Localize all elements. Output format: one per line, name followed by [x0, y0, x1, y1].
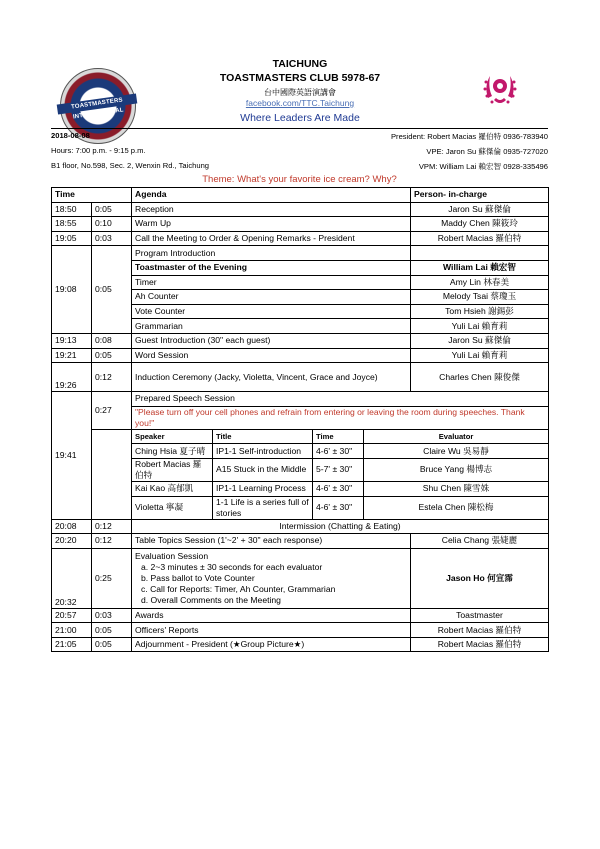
row-time: 20:57: [52, 608, 92, 623]
row-person: Jaron Su 蘇傑倫: [411, 333, 549, 348]
table-row: [52, 363, 549, 392]
col-speaker: Speaker: [132, 429, 213, 444]
row-duration: 0:05: [92, 637, 132, 652]
intro-time: 19:08: [52, 246, 92, 334]
header-agenda: Agenda: [132, 188, 411, 203]
speaker-header-row: [52, 429, 549, 444]
table-row: [52, 231, 549, 246]
speech-time-cell: 4-6' ± 30": [313, 496, 364, 519]
president-info: President: Robert Macias 羅伯特 0936-783940: [390, 132, 548, 141]
row-person: Yuli Lai 賴育莉: [411, 319, 549, 334]
row-person: Celia Chang 張婕麗: [411, 534, 549, 549]
row-person: Maddy Chen 陳筱玲: [411, 217, 549, 232]
speech-title-cell: 1-1 Life is a series full of stories: [213, 496, 313, 519]
logo-band: TOASTMASTERS INTERNATIONAL: [57, 93, 138, 114]
row-duration: 0:05: [92, 348, 132, 363]
row-agenda: Table Topics Session (1'~2' + 30" each response): [132, 534, 411, 549]
header-city: TAICHUNG: [272, 58, 328, 70]
speaker-name: Violetta 寧凝: [132, 496, 213, 519]
speech-spacer: [92, 429, 132, 519]
row-duration: 0:12: [92, 519, 132, 534]
eval-line: a. 2~3 minutes ± 30 seconds for each evaluator: [141, 561, 323, 572]
eval-duration: 0:25: [92, 548, 132, 608]
row-person: Robert Macias 羅伯特: [411, 637, 549, 652]
row-duration: 0:10: [92, 217, 132, 232]
facebook-link[interactable]: facebook.com/TTC.Taichung: [245, 98, 355, 108]
table-row: [52, 548, 549, 608]
meeting-hours: Hours: 7:00 p.m. - 9:15 p.m.: [51, 146, 146, 155]
row-agenda: Adjournment - President (★Group Picture★): [132, 637, 411, 652]
table-row: [52, 534, 549, 549]
row-person: Jaron Su 蘇傑倫: [411, 202, 549, 217]
row-time: 19:13: [52, 333, 92, 348]
agenda-table: [51, 187, 549, 652]
row-person: Robert Macias 羅伯特: [411, 231, 549, 246]
col-evaluator-spacer: [364, 429, 549, 444]
row-time: 19:21: [52, 348, 92, 363]
speech-title-cell: A15 Stuck in the Middle: [213, 458, 313, 481]
row-agenda: Induction Ceremony (Jacky, Violetta, Vincent, Grace and Joyce): [132, 363, 411, 392]
speech-time-cell: 4-6' ± 30": [313, 481, 364, 496]
motto: Where Leaders Are Made: [240, 112, 360, 124]
row-time: 20:08: [52, 519, 92, 534]
row-person: Amy Lin 林春美: [411, 275, 549, 290]
row-duration: 0:03: [92, 231, 132, 246]
speech-notice: "Please turn off your cell phones and refrain from entering or leaving the room during speeches. Thank you!": [132, 406, 549, 429]
speaker-name: Kai Kao 高郁凱: [132, 481, 213, 496]
rose-logo-icon: [478, 66, 522, 110]
table-row: [52, 202, 549, 217]
col-time: Time: [313, 429, 364, 444]
table-row: [52, 623, 549, 638]
table-row: [52, 348, 549, 363]
row-agenda: Program Introduction: [132, 246, 411, 261]
vpe-info: VPE: Jaron Su 蘇傑倫 0935-727020: [426, 147, 548, 156]
row-person: William Lai 賴宏智: [411, 260, 549, 275]
row-time: 18:50: [52, 202, 92, 217]
eval-agenda: [132, 548, 411, 608]
row-time: 20:20: [52, 534, 92, 549]
row-agenda: Call the Meeting to Order & Opening Remarks - President: [132, 231, 411, 246]
row-duration: 0:05: [92, 202, 132, 217]
row-duration: 0:08: [92, 333, 132, 348]
row-duration: 0:05: [92, 623, 132, 638]
row-agenda: Vote Counter: [132, 304, 411, 319]
row-agenda: Word Session: [132, 348, 411, 363]
row-agenda: Officers' Reports: [132, 623, 411, 638]
row-person: Melody Tsai 蔡瓊玉: [411, 290, 549, 305]
row-duration: 0:03: [92, 608, 132, 623]
row-person: Charles Chen 陳俊傑: [411, 363, 549, 392]
speech-time-cell: 4-6' ± 30": [313, 444, 364, 459]
row-time: 19:26: [52, 363, 92, 392]
evaluator-name: Estela Chen 陳松梅: [364, 496, 549, 519]
table-header-row: [52, 188, 549, 203]
table-row: [52, 637, 549, 652]
row-person: Toastmaster: [411, 608, 549, 623]
row-person: Yuli Lai 賴育莉: [411, 348, 549, 363]
row-person: Tom Hsieh 謝錫彭: [411, 304, 549, 319]
evaluator-name: Shu Chen 陳雪姝: [364, 481, 549, 496]
meeting-theme: Theme: What's your favorite ice cream? Why?: [202, 174, 397, 185]
row-agenda: Grammarian: [132, 319, 411, 334]
table-row: [52, 519, 549, 534]
row-time: 21:05: [52, 637, 92, 652]
row-time: 19:05: [52, 231, 92, 246]
header-club: TOASTMASTERS CLUB 5978-67: [219, 72, 381, 84]
speech-title: Prepared Speech Session: [132, 392, 549, 407]
row-agenda: Awards: [132, 608, 411, 623]
row-agenda: Ah Counter: [132, 290, 411, 305]
eval-line: c. Call for Reports: Timer, Ah Counter, Grammarian: [141, 583, 336, 594]
table-row: [52, 217, 549, 232]
table-row: [52, 392, 549, 407]
vpm-info: VPM: William Lai 賴宏智 0928-335496: [418, 162, 548, 171]
row-duration: 0:12: [92, 363, 132, 392]
header-chinese-name: 台中國際英語演講會: [264, 88, 336, 97]
row-agenda: Timer: [132, 275, 411, 290]
col-evaluator: Evaluator: [438, 432, 474, 442]
row-agenda: Reception: [132, 202, 411, 217]
speech-time-cell: 5-7' ± 30": [313, 458, 364, 481]
row-time: 18:55: [52, 217, 92, 232]
eval-line: d. Overall Comments on the Meeting: [141, 594, 281, 605]
row-person: Robert Macias 羅伯特: [411, 623, 549, 638]
header-time: Time: [52, 188, 132, 203]
header-divider: [51, 128, 548, 129]
row-agenda: Warm Up: [132, 217, 411, 232]
row-person: [411, 246, 549, 261]
row-agenda: Toastmaster of the Evening: [132, 260, 411, 275]
eval-line: b. Pass ballot to Vote Counter: [141, 572, 255, 583]
header-person: Person- in-charge: [411, 188, 549, 203]
meeting-address: B1 floor, No.598, Sec. 2, Wenxin Rd., Taichung: [51, 161, 210, 170]
evaluator-name: Claire Wu 吳易靜: [364, 444, 549, 459]
speech-title-cell: IP1-1 Self-introduction: [213, 444, 313, 459]
col-title: Title: [213, 429, 313, 444]
eval-time: 20:32: [52, 548, 92, 608]
table-row: [52, 333, 549, 348]
intro-duration: 0:05: [92, 246, 132, 334]
speech-title-cell: IP1-1 Learning Process: [213, 481, 313, 496]
speaker-name: Ching Hsia 夏子晴: [132, 444, 213, 459]
eval-title: Evaluation Session: [135, 550, 209, 561]
speech-duration: 0:27: [92, 392, 132, 430]
speaker-name: Robert Macias 羅伯特: [132, 458, 213, 481]
table-row: [52, 608, 549, 623]
row-duration: 0:12: [92, 534, 132, 549]
table-row: [52, 246, 549, 261]
meeting-date: 2018-08-08: [51, 131, 90, 140]
evaluator-name: Bruce Yang 楊博志: [364, 458, 549, 481]
row-agenda: Guest Introduction (30" each guest): [132, 333, 411, 348]
row-time: 21:00: [52, 623, 92, 638]
row-agenda: Intermission (Chatting & Eating): [132, 519, 549, 534]
speech-time: 19:41: [52, 392, 92, 519]
eval-person: Jason Ho 何宣霈: [411, 548, 549, 608]
